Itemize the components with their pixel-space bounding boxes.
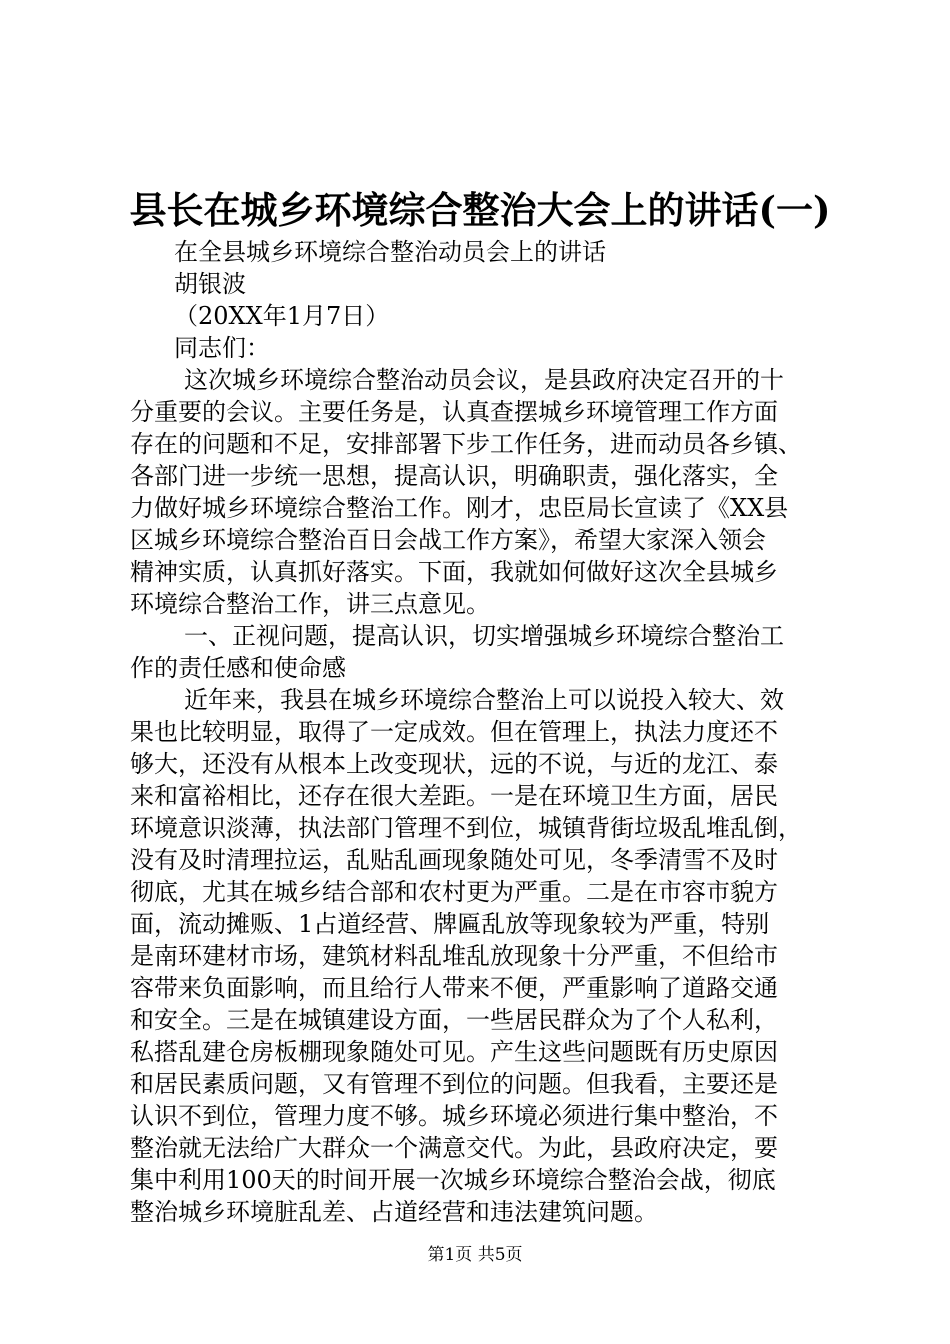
paragraph-line: 整治就无法给广大群众一个满意交代。为此，县政府决定，要 xyxy=(130,1134,778,1162)
paragraph-line: 容带来负面影响，而且给行人带来不便，严重影响了道路交通 xyxy=(130,974,778,1002)
paragraph-line: 环境综合整治工作，讲三点意见。 xyxy=(130,590,490,618)
paragraph-line: 环境意识淡薄，执法部门管理不到位，城镇背街垃圾乱堆乱倒， xyxy=(130,814,802,842)
section-heading-line: 一、正视问题，提高认识，切实增强城乡环境综合整治工 xyxy=(160,622,784,650)
paragraph-line: 精神实质，认真抓好落实。下面，我就如何做好这次全县城乡 xyxy=(130,558,778,586)
paragraph-line: 彻底，尤其在城乡结合部和农村更为严重。二是在市容市貌方 xyxy=(130,878,778,906)
document-title: 县长在城乡环境综合整治大会上的讲话(一) xyxy=(129,188,831,232)
paragraph-line: 和居民素质问题，又有管理不到位的问题。但我看，主要还是 xyxy=(130,1070,778,1098)
section-heading-line: 作的责任感和使命感 xyxy=(130,654,346,682)
paragraph-line: 整治城乡环境脏乱差、占道经营和违法建筑问题。 xyxy=(130,1198,658,1226)
paragraph-line: 果也比较明显，取得了一定成效。但在管理上，执法力度还不 xyxy=(130,718,778,746)
paragraph-line: 够大，还没有从根本上改变现状，远的不说，与近的龙江、泰 xyxy=(130,750,778,778)
paragraph-line: 存在的问题和不足，安排部署下步工作任务，进而动员各乡镇、 xyxy=(130,430,802,458)
paragraph-line: 分重要的会议。主要任务是，认真查摆城乡环境管理工作方面 xyxy=(130,398,778,426)
paragraph-line: 来和富裕相比，还存在很大差距。一是在环境卫生方面，居民 xyxy=(130,782,778,810)
paragraph-line: 和安全。三是在城镇建设方面，一些居民群众为了个人私利， xyxy=(130,1006,778,1034)
paragraph-line: 集中利用100天的时间开展一次城乡环境综合整治会战，彻底 xyxy=(130,1166,776,1194)
paragraph-line: 各部门进一步统一思想，提高认识，明确职责，强化落实，全 xyxy=(130,462,778,490)
paragraph-line: 私搭乱建仓房板棚现象随处可见。产生这些问题既有历史原因 xyxy=(130,1038,778,1066)
document-subtitle: 在全县城乡环境综合整治动员会上的讲话 xyxy=(174,238,606,266)
paragraph-line: 这次城乡环境综合整治动员会议，是县政府决定召开的十 xyxy=(160,366,784,394)
paragraph-line: 面，流动摊贩、1占道经营、牌匾乱放等现象较为严重，特别 xyxy=(130,910,770,938)
paragraph-line: 认识不到位，管理力度不够。城乡环境必须进行集中整治，不 xyxy=(130,1102,778,1130)
document-author: 胡银波 xyxy=(174,270,246,298)
paragraph-line: 力做好城乡环境综合整治工作。刚才，忠臣局长宣读了《XX县 xyxy=(130,494,789,522)
paragraph-line: 近年来，我县在城乡环境综合整治上可以说投入较大、效 xyxy=(160,686,784,714)
document-salutation: 同志们： xyxy=(174,334,270,362)
paragraph-line: 是南环建材市场，建筑材料乱堆乱放现象十分严重，不但给市 xyxy=(130,942,778,970)
paragraph-line: 没有及时清理拉运，乱贴乱画现象随处可见，冬季清雪不及时 xyxy=(130,846,778,874)
page-number-footer: 第1页 共5页 xyxy=(427,1245,523,1265)
paragraph-line: 区城乡环境综合整治百日会战工作方案》，希望大家深入领会 xyxy=(130,526,766,554)
document-date: （20XX年1月7日） xyxy=(174,302,390,330)
